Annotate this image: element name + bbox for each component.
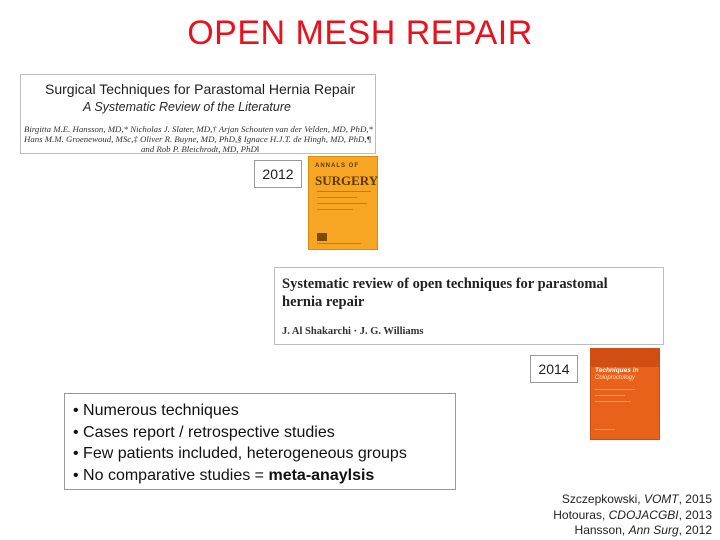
reference-item: Hansson, Ann Surg, 2012 bbox=[574, 523, 712, 537]
article-2012-authors: and Rob P. Bleichrodt, MD, PhD‖ bbox=[141, 144, 260, 154]
article-2012-header bbox=[20, 74, 376, 154]
article-2014-title: hernia repair bbox=[282, 294, 365, 310]
year-label-2012: 2012 bbox=[254, 160, 302, 188]
article-2014-header bbox=[274, 267, 664, 345]
article-2012-authors: Birgitta M.E. Hansson, MD,* Nicholas J. Slater, MD,† Arjan Schouten van der Velden, MD, PhD,* bbox=[24, 124, 373, 134]
slide-title: OPEN MESH REPAIR bbox=[187, 14, 533, 52]
reference-item: Szczepkowski, VOMT, 2015 bbox=[561, 492, 712, 506]
article-2012-subtitle: A Systematic Review of the Literature bbox=[83, 100, 291, 114]
techniques-in-coloproctology-cover: Techniques in Coloproctology bbox=[590, 348, 660, 440]
article-2014-authors: J. Al Shakarchi · J. G. Williams bbox=[282, 326, 424, 337]
bullet-item: • Numerous techniques bbox=[73, 402, 239, 419]
bullet-item: • Cases report / retrospective studies bbox=[73, 423, 335, 441]
annals-of-surgery-cover: ANNALS OF SURGERY bbox=[308, 156, 378, 250]
bullet-item: • No comparative studies = meta-anaylsis bbox=[73, 466, 375, 484]
bullet-item: • Few patients included, heterogeneous groups bbox=[73, 445, 407, 462]
key-points-box bbox=[64, 393, 456, 490]
reference-item: Hotouras, CDOJACGBI, 2013 bbox=[553, 507, 712, 522]
article-2014-title: Systematic review of open techniques for parastomal bbox=[282, 276, 608, 292]
references bbox=[553, 492, 712, 539]
article-2012-title: Surgical Techniques for Parastomal Hernia Repair bbox=[45, 81, 356, 97]
article-2012-authors: Hans M.M. Groenewoud, MSc,‡ Oliver R. Buyne, MD, PhD,§ Ignace H.J.T. de Hingh, MD, PhD,¶ bbox=[24, 134, 372, 144]
year-label-2014: 2014 bbox=[530, 355, 578, 383]
